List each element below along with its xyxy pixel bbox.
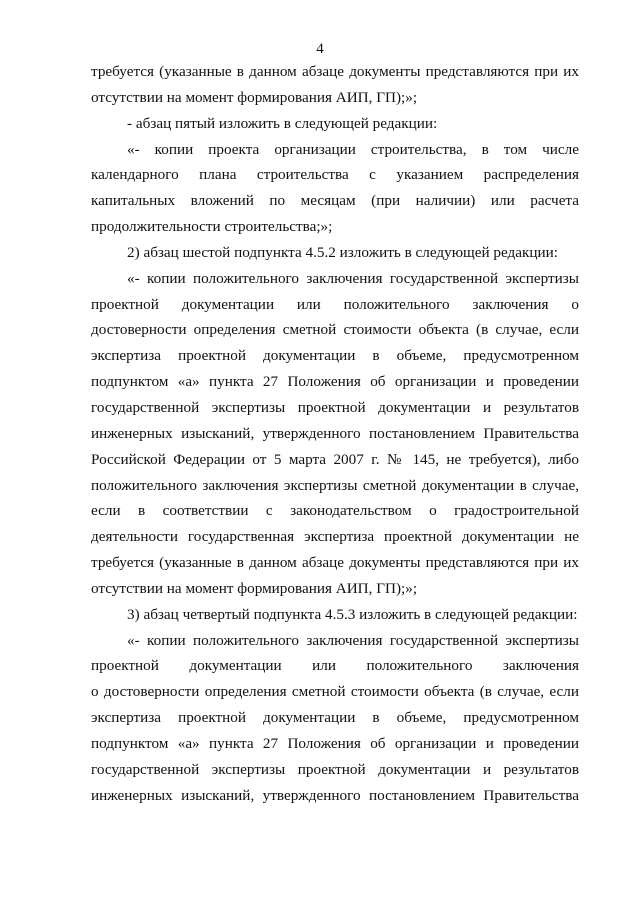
text-line: положительного заключения экспертизы сметной документации в случае, [91,476,579,494]
text-line: «- копии положительного заключения государственной экспертизы [127,631,579,649]
text-line: 3) абзац четвертый подпункта 4.5.3 изложить в следующей редакции: [127,605,578,623]
text-line: 2) абзац шестой подпункта 4.5.2 изложить в следующей редакции: [127,243,559,261]
page-number: 4 [316,41,324,57]
text-line: капитальных вложений по месяцам (при наличии) или расчета [91,192,579,210]
text-line: инженерных изысканий, утвержденного постановлением Правительства [91,424,579,442]
text-line: продолжительности строительства;»; [91,218,333,236]
text-line: Российской Федерации от 5 марта 2007 г. № 145, не требуется), либо [91,450,579,468]
text-line: - абзац пятый изложить в следующей редакции: [127,114,438,132]
text-line: подпунктом «а» пункта 27 Положения об организации и проведении [91,373,579,391]
text-line: отсутствии на момент формирования АИП, ГП);»; [91,88,418,106]
document-body [91,59,579,808]
text-line: проектной документации или положительного заключения о [91,295,579,313]
text-line: проектной документации или положительного заключения [91,657,579,675]
text-line: экспертиза проектной документации в объеме, предусмотренном [91,709,579,727]
text-line: требуется (указанные в данном абзаце документы представляются при их [91,554,579,572]
text-line: государственной экспертизы проектной документации и результатов [91,760,579,778]
text-line: экспертиза проектной документации в объеме, предусмотренном [91,347,579,365]
text-line: подпунктом «а» пункта 27 Положения об организации и проведении [91,734,579,752]
text-line: деятельности государственная экспертиза проектной документации не [91,528,579,546]
text-line: требуется (указанные в данном абзаце документы представляются при их [91,63,579,80]
text-line: календарного плана строительства с указанием распределения [91,166,579,184]
text-line: «- копии положительного заключения государственной экспертизы [127,269,579,287]
text-line: о достоверности определения сметной стоимости объекта (в случае, если [91,683,579,701]
text-line: «- копии проекта организации строительства, в том числе [127,140,579,158]
text-line: достоверности определения сметной стоимости объекта (в случае, если [91,321,579,339]
text-line: государственной экспертизы проектной документации и результатов [91,398,579,416]
text-line: отсутствии на момент формирования АИП, ГП);»; [91,579,418,597]
text-line: инженерных изысканий, утвержденного постановлением Правительства [91,786,579,804]
text-line: если в соответствии с законодательством о градостроительной [91,502,579,520]
